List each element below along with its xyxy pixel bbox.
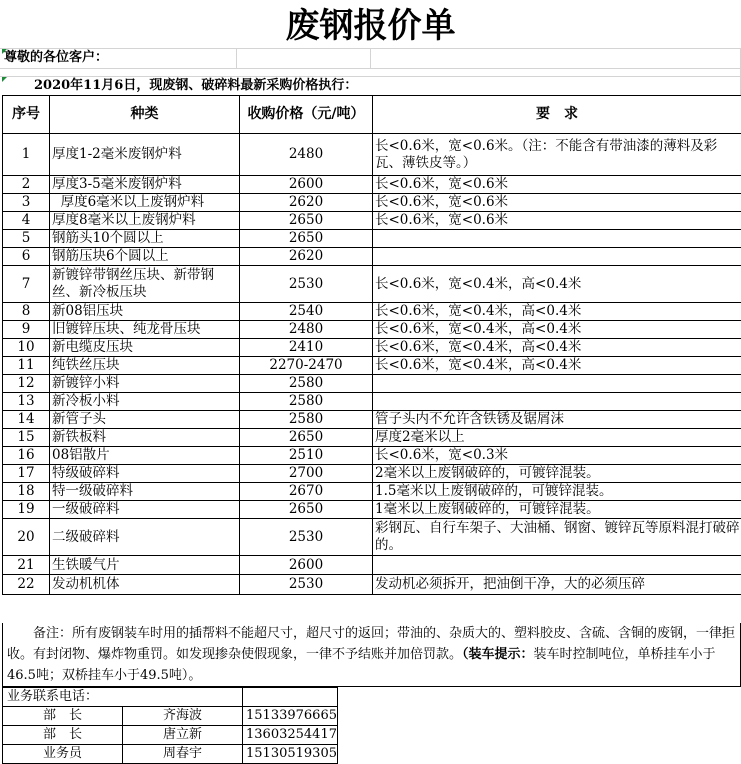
row-kind: 一级破碎料 <box>50 501 240 519</box>
row-requirement: 1.5毫米以上废钢破碎的，可镀锌混装。 <box>373 483 741 501</box>
cell-marker-icon <box>2 77 7 82</box>
row-number: 18 <box>3 483 50 501</box>
row-kind: 钢筋压块6个圆以上 <box>50 248 240 266</box>
row-kind: 新管子头 <box>50 411 240 429</box>
row-requirement <box>373 556 741 575</box>
row-kind: 钢筋头10个圆以上 <box>50 230 240 248</box>
row-number: 17 <box>3 465 50 483</box>
table-row <box>3 465 741 483</box>
contact-row <box>3 726 338 745</box>
row-kind: 发动机机体 <box>50 575 240 595</box>
contact-phone: 15130519305 <box>243 745 338 764</box>
row-price: 2410 <box>240 339 373 357</box>
table-row <box>3 321 741 339</box>
row-requirement: 发动机必须拆开，把油倒干净，大的必须压碎 <box>373 575 741 595</box>
row-number: 22 <box>3 575 50 595</box>
row-price: 2580 <box>240 375 373 393</box>
row-requirement: 长<0.6米，宽<0.4米，高<0.4米 <box>373 303 741 321</box>
row-requirement: 管子头内不允许含铁锈及锯屑沫 <box>373 411 741 429</box>
row-requirement <box>373 375 741 393</box>
row-kind: 新08铝压块 <box>50 303 240 321</box>
row-kind: 二级破碎料 <box>50 519 240 556</box>
loading-tip-label: （装车提示： <box>462 647 534 662</box>
table-row <box>3 248 741 266</box>
table-row <box>3 447 741 465</box>
row-price: 2620 <box>240 194 373 212</box>
row-price: 2650 <box>240 429 373 447</box>
table-row <box>3 212 741 230</box>
table-row <box>3 194 741 212</box>
price-table <box>2 95 741 595</box>
row-number: 14 <box>3 411 50 429</box>
row-price: 2480 <box>240 321 373 339</box>
row-price: 2530 <box>240 519 373 556</box>
row-requirement: 长<0.6米，宽<0.4米，高<0.4米 <box>373 266 741 303</box>
contact-name: 齐海波 <box>123 707 243 726</box>
row-kind: 纯铁丝压块 <box>50 357 240 375</box>
row-requirement: 长<0.6米，宽<0.6米 <box>373 176 741 194</box>
row-kind: 旧镀锌压块、纯龙骨压块 <box>50 321 240 339</box>
table-row <box>3 357 741 375</box>
row-requirement: 长<0.6米，宽<0.4米，高<0.4米 <box>373 357 741 375</box>
row-requirement: 长<0.6米，宽<0.6米 <box>373 194 741 212</box>
contact-phone: 15133976665 <box>243 707 338 726</box>
row-number: 9 <box>3 321 50 339</box>
table-header-row <box>3 96 741 134</box>
row-number: 4 <box>3 212 50 230</box>
table-row <box>3 575 741 595</box>
header-requirement: 要 求 <box>373 96 741 134</box>
page-title: 废钢报价单 <box>285 6 456 46</box>
contact-name: 唐立新 <box>123 726 243 745</box>
contact-label: 业务联系电话： <box>3 688 243 707</box>
row-price: 2480 <box>240 134 373 176</box>
remarks <box>2 623 741 687</box>
row-price: 2650 <box>240 230 373 248</box>
contact-name: 周春宇 <box>123 745 243 764</box>
contact-row <box>3 745 338 764</box>
row-requirement: 长<0.6米，宽<0.4米，高<0.4米 <box>373 321 741 339</box>
row-requirement: 彩钢瓦、自行车架子、大油桶、钢窗、镀锌瓦等原料混打破碎的。 <box>373 519 741 556</box>
row-number: 20 <box>3 519 50 556</box>
row-requirement <box>373 230 741 248</box>
table-row <box>3 339 741 357</box>
row-price: 2600 <box>240 556 373 575</box>
table-row <box>3 411 741 429</box>
row-number: 2 <box>3 176 50 194</box>
row-requirement: 长<0.6米，宽<0.6米 <box>373 212 741 230</box>
row-price: 2530 <box>240 575 373 595</box>
table-row <box>3 483 741 501</box>
row-number: 10 <box>3 339 50 357</box>
table-row <box>3 134 741 176</box>
row-number: 6 <box>3 248 50 266</box>
table-row <box>3 501 741 519</box>
row-price: 2700 <box>240 465 373 483</box>
price-notice: 2020年11月6日，现废钢、破碎料最新采购价格执行： <box>34 78 358 93</box>
row-number: 19 <box>3 501 50 519</box>
row-kind: 厚度8毫米以上废钢炉料 <box>50 212 240 230</box>
row-price: 2270-2470 <box>240 357 373 375</box>
row-number: 8 <box>3 303 50 321</box>
table-row <box>3 375 741 393</box>
row-kind: 厚度6毫米以上废钢炉料 <box>50 194 240 212</box>
row-price: 2650 <box>240 212 373 230</box>
row-kind: 新铁板料 <box>50 429 240 447</box>
row-kind: 厚度1-2毫米废钢炉料 <box>50 134 240 176</box>
row-kind: 08铝散片 <box>50 447 240 465</box>
row-number: 3 <box>3 194 50 212</box>
row-price: 2580 <box>240 393 373 411</box>
table-row <box>3 519 741 556</box>
row-requirement: 长<0.6米，宽<0.6米。（注：不能含有带油漆的薄料及彩瓦、薄铁皮等。） <box>373 134 741 176</box>
table-row <box>3 303 741 321</box>
row-requirement: 2毫米以上废钢破碎的，可镀锌混装。 <box>373 465 741 483</box>
remarks-text: 备注：所有废钢装车时用的插帮料不能超尺寸，超尺寸的返回；带油的、杂质大的、塑料胶皮、含硫、含铜的废钢，一律拒收。有封闭物、爆炸物重罚。如发现掺杂使假现象，一律不予结账并加倍罚款。 <box>7 626 736 662</box>
row-price: 2600 <box>240 176 373 194</box>
row-kind: 新冷板小料 <box>50 393 240 411</box>
row-number: 7 <box>3 266 50 303</box>
row-kind: 特级破碎料 <box>50 465 240 483</box>
row-requirement: 长<0.6米，宽<0.4米，高<0.4米 <box>373 339 741 357</box>
row-number: 15 <box>3 429 50 447</box>
table-row <box>3 230 741 248</box>
row-kind: 厚度3-5毫米废钢炉料 <box>50 176 240 194</box>
row-number: 1 <box>3 134 50 176</box>
header-price: 收购价格（元/吨） <box>240 96 373 134</box>
row-price: 2650 <box>240 501 373 519</box>
row-number: 21 <box>3 556 50 575</box>
row-requirement: 1毫米以上废钢破碎的，可镀锌混装。 <box>373 501 741 519</box>
row-price: 2530 <box>240 266 373 303</box>
row-number: 5 <box>3 230 50 248</box>
row-kind: 生铁暖气片 <box>50 556 240 575</box>
loading-tip-text: 装车时控制吨位，单桥挂车小于46.5吨；双桥挂车小于49.5吨）。 <box>7 647 716 683</box>
row-kind: 新电缆皮压块 <box>50 339 240 357</box>
table-row <box>3 176 741 194</box>
row-price: 2580 <box>240 411 373 429</box>
contact-row <box>3 707 338 726</box>
row-requirement <box>373 393 741 411</box>
row-requirement <box>373 248 741 266</box>
contact-role: 部 长 <box>3 726 123 745</box>
table-row <box>3 556 741 575</box>
row-number: 12 <box>3 375 50 393</box>
header-no: 序号 <box>3 96 50 134</box>
table-row <box>3 429 741 447</box>
table-row <box>3 393 741 411</box>
contact-role: 部 长 <box>3 707 123 726</box>
contact-role: 业务员 <box>3 745 123 764</box>
greeting: 尊敬的各位客户： <box>4 50 109 65</box>
row-kind: 特一级破碎料 <box>50 483 240 501</box>
row-price: 2670 <box>240 483 373 501</box>
header-kind: 种类 <box>50 96 240 134</box>
row-number: 11 <box>3 357 50 375</box>
contact-phone: 13603254417 <box>243 726 338 745</box>
row-number: 16 <box>3 447 50 465</box>
row-requirement: 长<0.6米，宽<0.3米 <box>373 447 741 465</box>
row-requirement: 厚度2毫米以上 <box>373 429 741 447</box>
row-price: 2540 <box>240 303 373 321</box>
row-kind: 新镀锌带钢丝压块、新带钢丝、新冷板压块 <box>50 266 240 303</box>
contact-table <box>2 687 338 764</box>
row-price: 2620 <box>240 248 373 266</box>
row-kind: 新镀锌小料 <box>50 375 240 393</box>
table-row <box>3 266 741 303</box>
row-price: 2510 <box>240 447 373 465</box>
row-number: 13 <box>3 393 50 411</box>
